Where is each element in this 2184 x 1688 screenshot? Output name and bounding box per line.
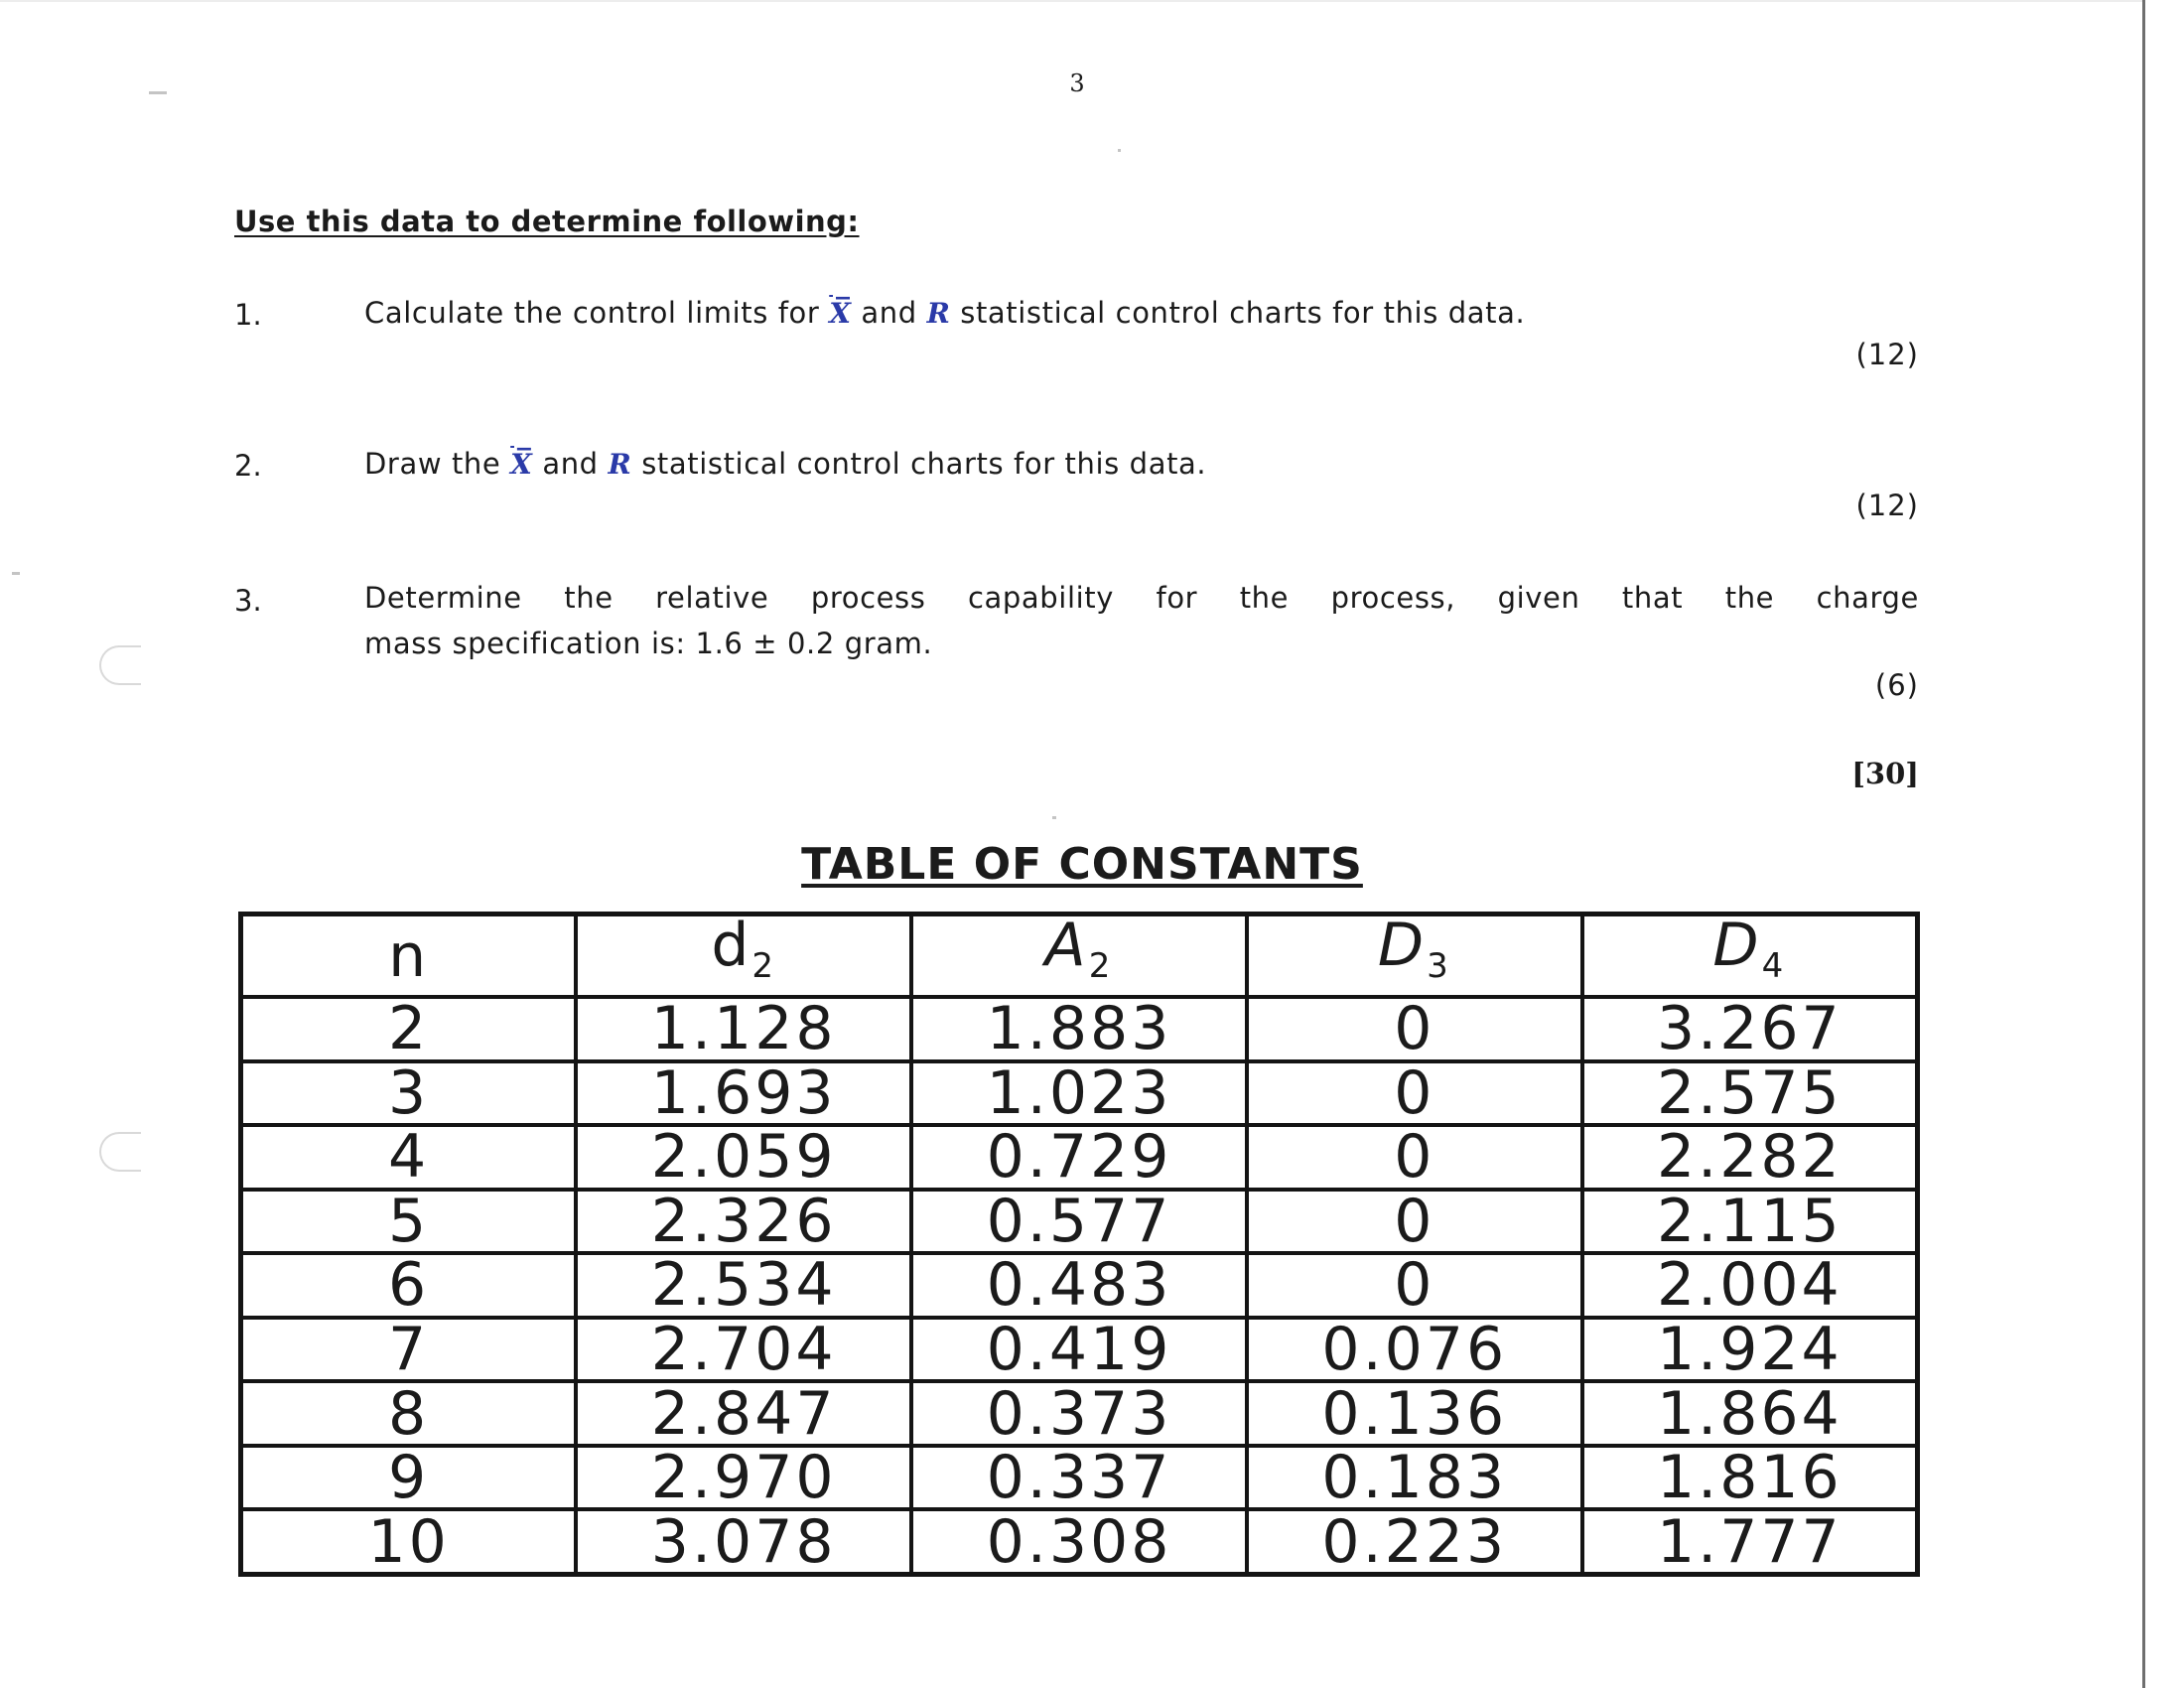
- total-marks: [30]: [1851, 757, 1919, 790]
- question-3-text-line-1: Determine the relative process capability for the process, given that the charge: [364, 581, 1919, 615]
- scan-smudge: [149, 91, 167, 94]
- cell-d4: 2.575: [1582, 1061, 1918, 1126]
- column-header-d3: [1247, 911, 1582, 998]
- r-symbol: R: [926, 297, 951, 330]
- column-header-a2: [911, 911, 1247, 998]
- question-1-marks: (12): [1855, 338, 1919, 371]
- cell-d4: 1.924: [1582, 1318, 1918, 1382]
- scan-smudge: [12, 572, 20, 575]
- question-2-text: [364, 447, 1206, 481]
- instructions-heading: Use this data to determine following:: [234, 205, 860, 238]
- cell-a2: 0.419: [911, 1318, 1247, 1382]
- header-label: D: [1377, 911, 1428, 980]
- cell-a2: 1.023: [911, 1061, 1247, 1126]
- header-subscript: 4: [1761, 946, 1787, 986]
- question-2-number: 2.: [234, 449, 262, 483]
- question-2-marks: (12): [1855, 489, 1919, 522]
- cell-d2: 1.128: [576, 997, 911, 1061]
- x-bar-symbol: X̅: [829, 297, 852, 330]
- cell-n: 7: [241, 1318, 577, 1382]
- cell-d3: 0.076: [1247, 1318, 1582, 1382]
- table-row: [241, 1381, 1918, 1446]
- question-3-marks: (6): [1874, 668, 1919, 702]
- r-symbol: R: [608, 448, 632, 481]
- cell-d2: 1.693: [576, 1061, 911, 1126]
- punch-hole-bottom: [99, 1132, 141, 1172]
- question-1-text-part: and: [851, 296, 927, 330]
- cell-d4: 2.282: [1582, 1125, 1918, 1190]
- cell-d3: 0: [1247, 1253, 1582, 1318]
- cell-d2: 2.326: [576, 1190, 911, 1254]
- table-body: [241, 994, 1918, 1577]
- cell-a2: 0.308: [911, 1509, 1247, 1574]
- header-subscript: 2: [1088, 946, 1114, 986]
- scan-smudge: [1118, 149, 1121, 152]
- cell-a2: 0.373: [911, 1381, 1247, 1446]
- column-header-d4: [1582, 911, 1918, 998]
- table-row: [241, 1318, 1918, 1382]
- cell-n: 3: [241, 1061, 577, 1126]
- cell-d2: 2.970: [576, 1446, 911, 1510]
- header-label: n: [388, 920, 430, 991]
- cell-d3: 0.183: [1247, 1446, 1582, 1510]
- punch-hole-top: [99, 645, 141, 685]
- table-row: [241, 1509, 1918, 1574]
- header-subscript: 3: [1427, 946, 1451, 986]
- cell-d3: 0: [1247, 1125, 1582, 1190]
- cell-d3: 0: [1247, 1061, 1582, 1126]
- cell-d4: 1.816: [1582, 1446, 1918, 1510]
- cell-a2: 0.729: [911, 1125, 1247, 1190]
- page-number: 3: [1069, 70, 1085, 97]
- cell-d4: 2.115: [1582, 1190, 1918, 1254]
- question-2-text-part: statistical control charts for this data.: [631, 447, 1207, 481]
- question-1-text-part: statistical control charts for this data.: [950, 296, 1526, 330]
- cell-n: 9: [241, 1446, 577, 1510]
- cell-d3: 0.223: [1247, 1509, 1582, 1574]
- cell-a2: 0.483: [911, 1253, 1247, 1318]
- column-header-n: [241, 914, 577, 998]
- cell-a2: 0.337: [911, 1446, 1247, 1510]
- cell-d2: 2.847: [576, 1381, 911, 1446]
- cell-n: 6: [241, 1253, 577, 1318]
- cell-d3: 0: [1247, 1190, 1582, 1254]
- question-3-text-line-2: mass specification is: 1.6 ± 0.2 gram.: [364, 627, 933, 660]
- cell-d4: 3.267: [1582, 997, 1918, 1061]
- header-label: A: [1044, 911, 1089, 980]
- table-row: [241, 1446, 1918, 1510]
- cell-n: 2: [241, 997, 577, 1061]
- question-3-number: 3.: [234, 584, 262, 618]
- table-title: TABLE OF CONSTANTS: [801, 839, 1363, 890]
- question-1-text: [364, 296, 1525, 330]
- cell-a2: 0.577: [911, 1190, 1247, 1254]
- cell-d2: 2.704: [576, 1318, 911, 1382]
- cell-n: 8: [241, 1381, 577, 1446]
- header-label: D: [1712, 911, 1762, 980]
- question-1-number: 1.: [234, 298, 262, 332]
- cell-d4: 1.864: [1582, 1381, 1918, 1446]
- cell-d2: 2.534: [576, 1253, 911, 1318]
- cell-n: 10: [241, 1509, 577, 1574]
- cell-d2: 3.078: [576, 1509, 911, 1574]
- cell-d4: 1.777: [1582, 1509, 1918, 1574]
- table-row: [241, 1253, 1918, 1318]
- question-2-text-part: Draw the: [364, 447, 511, 481]
- cell-d3: 0.136: [1247, 1381, 1582, 1446]
- header-label: d: [711, 911, 752, 980]
- question-1-text-part: Calculate the control limits for: [364, 296, 830, 330]
- column-header-d2: [576, 911, 911, 998]
- table-row: [241, 1190, 1918, 1254]
- question-2-text-part: and: [532, 447, 609, 481]
- table-row: [241, 997, 1918, 1061]
- cell-a2: 1.883: [911, 997, 1247, 1061]
- cell-n: 4: [241, 1125, 577, 1190]
- page-right-edge: [2142, 0, 2145, 1688]
- page-top-edge: [0, 0, 2144, 2]
- cell-n: 5: [241, 1190, 577, 1254]
- table-header-row: [241, 914, 1918, 998]
- cell-d3: 0: [1247, 997, 1582, 1061]
- table-row: [241, 1125, 1918, 1190]
- cell-d4: 2.004: [1582, 1253, 1918, 1318]
- table-row: [241, 1061, 1918, 1126]
- x-bar-symbol: X̅: [510, 448, 533, 481]
- constants-table: [238, 912, 1920, 1577]
- header-subscript: 2: [751, 946, 777, 986]
- scan-smudge: [1052, 816, 1056, 819]
- cell-d2: 2.059: [576, 1125, 911, 1190]
